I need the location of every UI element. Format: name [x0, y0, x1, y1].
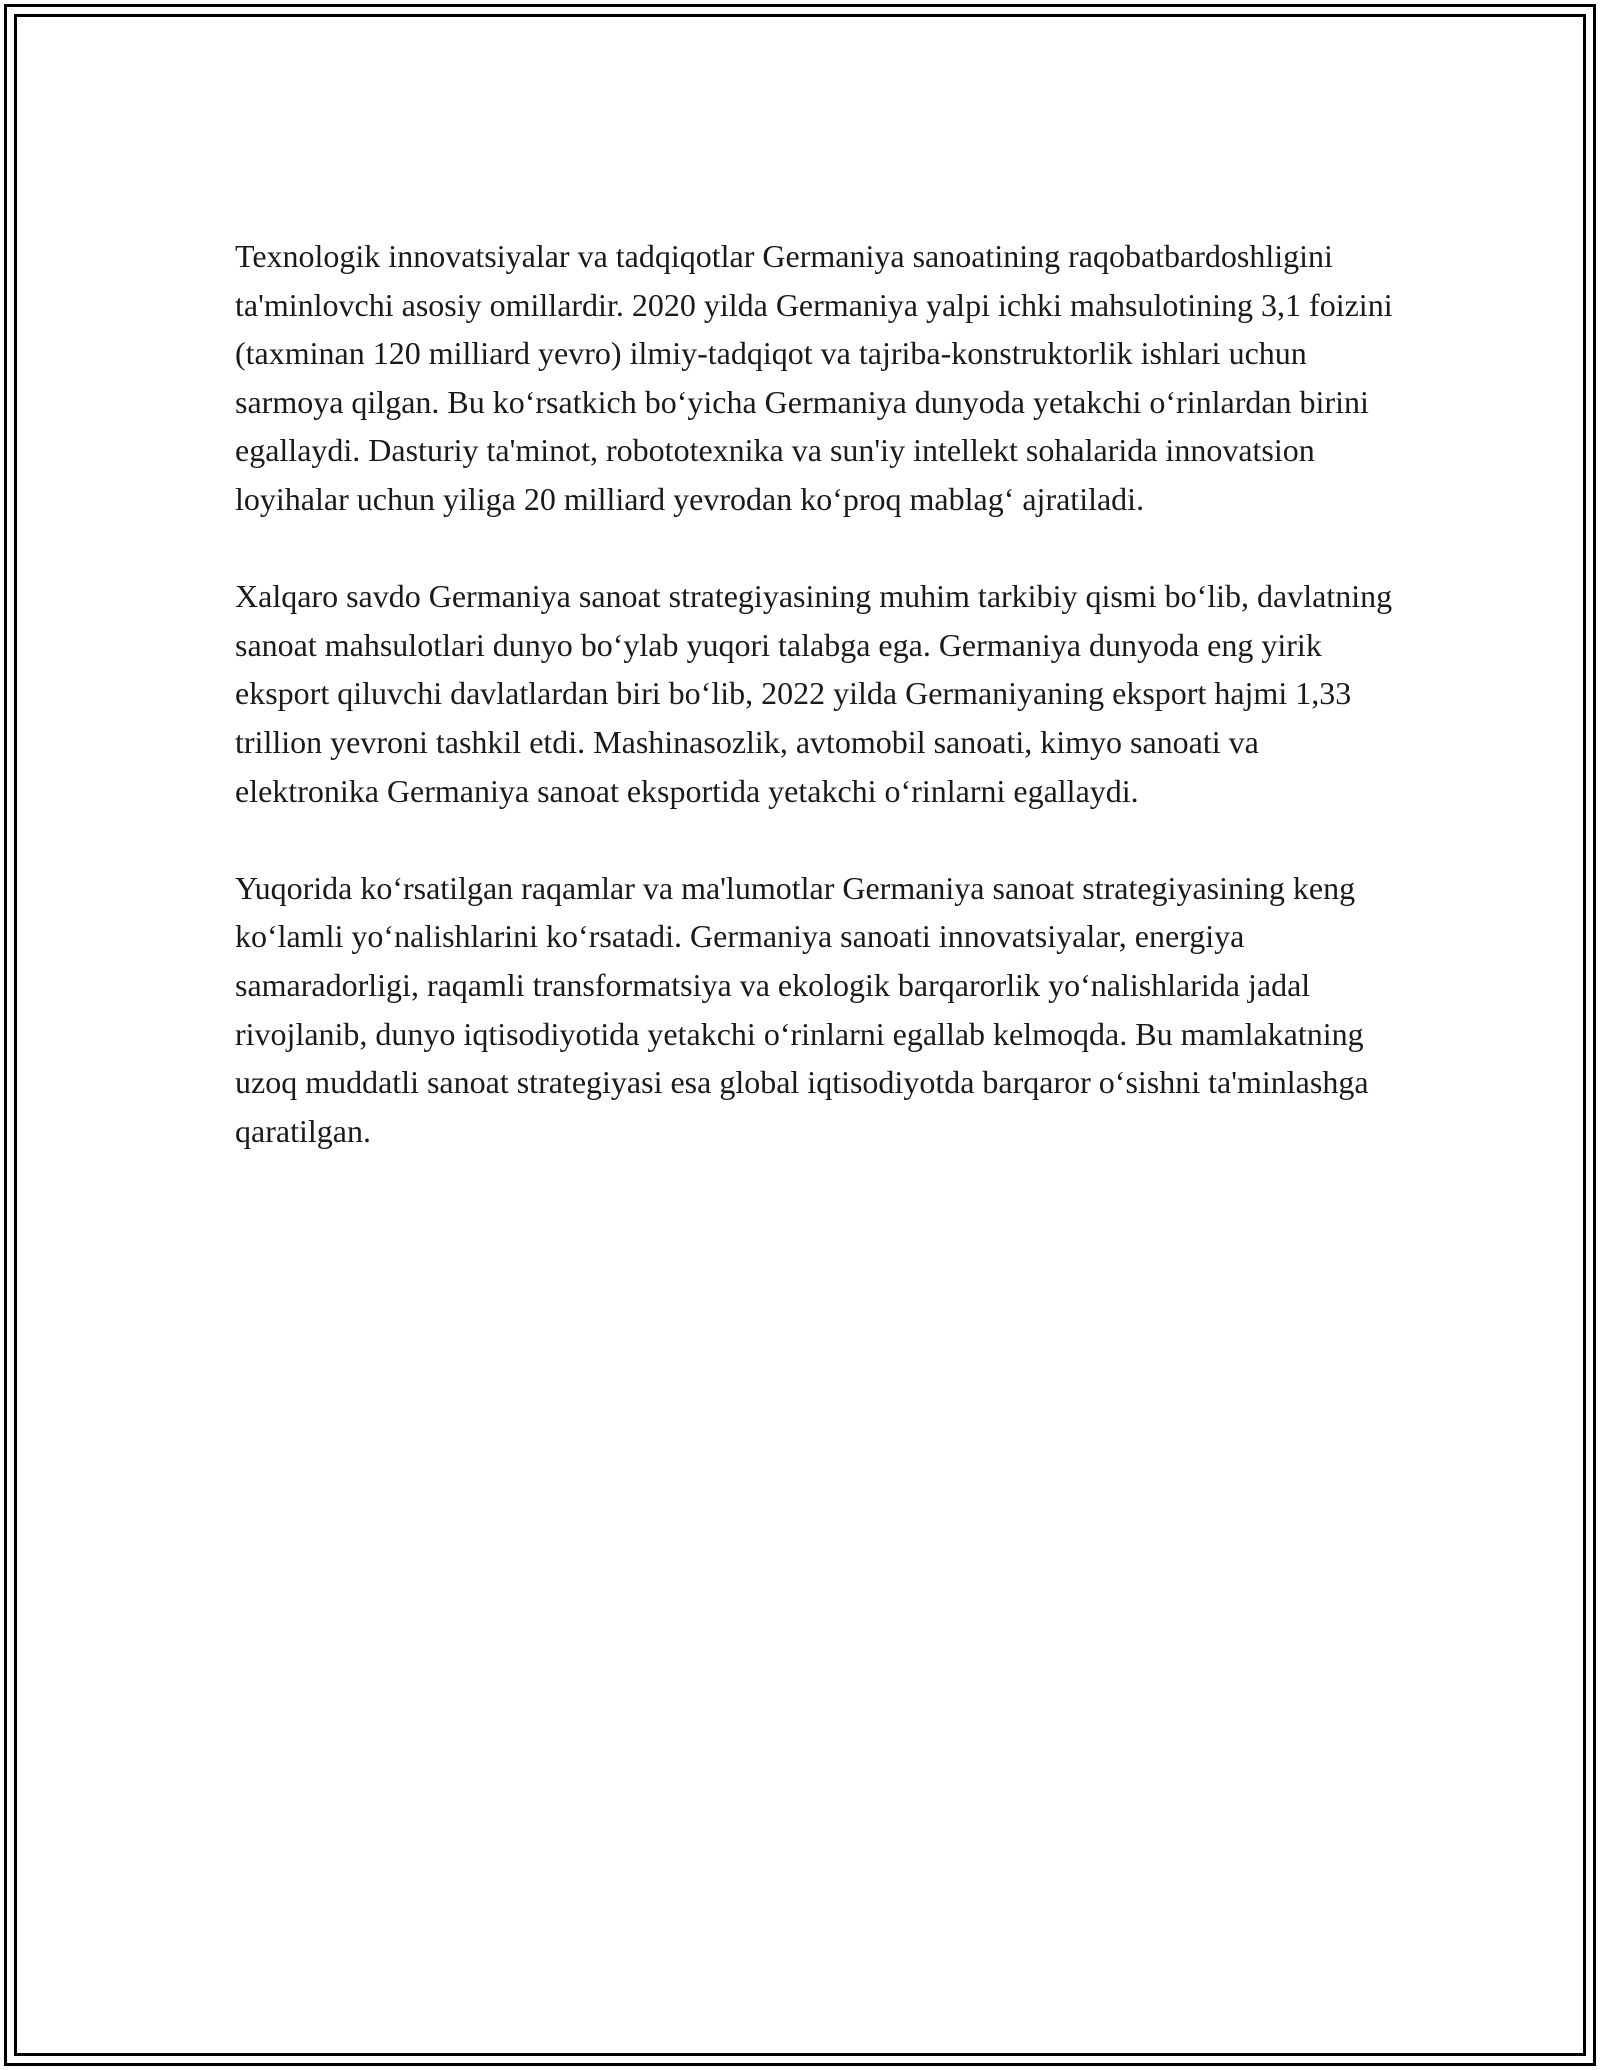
document-body [235, 232, 1395, 1204]
paragraph-conclusion: Yuqorida ko‘rsatilgan raqamlar va ma'lumotlar Germaniya sanoat strategiyasining keng ko‘lamli yo‘nalishlarini ko‘rsatadi. Germaniya sanoati innovatsiyalar, energiya samaradorligi, raqamli transformatsiya va ekologik barqarorlik yo‘nalishlarida jadal rivojlanib, dunyo iqtisodiyotida yetakchi o‘rinlarni egallab kelmoqda. Bu mamlakatning uzoq muddatli sanoat strategiyasi esa global iqtisodiyotda barqaror o‘sishni ta'minlashga qaratilgan. [235, 869, 1369, 1149]
paragraph-technology: Texnologik innovatsiyalar va tadqiqotlar Germaniya sanoatining raqobatbardoshligini ta'minlovchi asosiy omillardir. 2020 yilda Germaniya yalpi ichki mahsulotining 3,1 foizini (taxminan 120 milliard yevro) ilmiy-tadqiqot va tajriba-konstruktorlik ishlari uchun sarmoya qilgan. Bu ko‘rsatkich bo‘yicha Germaniya dunyoda yetakchi o‘rinlardan birini egallaydi. Dasturiy ta'minot, robototexnika va sun'iy intellekt sohalarida innovatsion loyihalar uchun yiliga 20 milliard yevrodan ko‘proq mablag‘ ajratiladi. [235, 238, 1393, 517]
paragraph-trade: Xalqaro savdo Germaniya sanoat strategiyasining muhim tarkibiy qismi bo‘lib, davlatning sanoat mahsulotlari dunyo bo‘ylab yuqori talabga ega. Germaniya dunyoda eng yirik eksport qiluvchi davlatlardan biri bo‘lib, 2022 yilda Germaniyaning eksport hajmi 1,33 trillion yevroni tashkil etdi. Mashinasozlik, avtomobil sanoati, kimyo sanoati va elektronika Germaniya sanoat eksportida yetakchi o‘rinlarni egallaydi. [235, 578, 1393, 809]
